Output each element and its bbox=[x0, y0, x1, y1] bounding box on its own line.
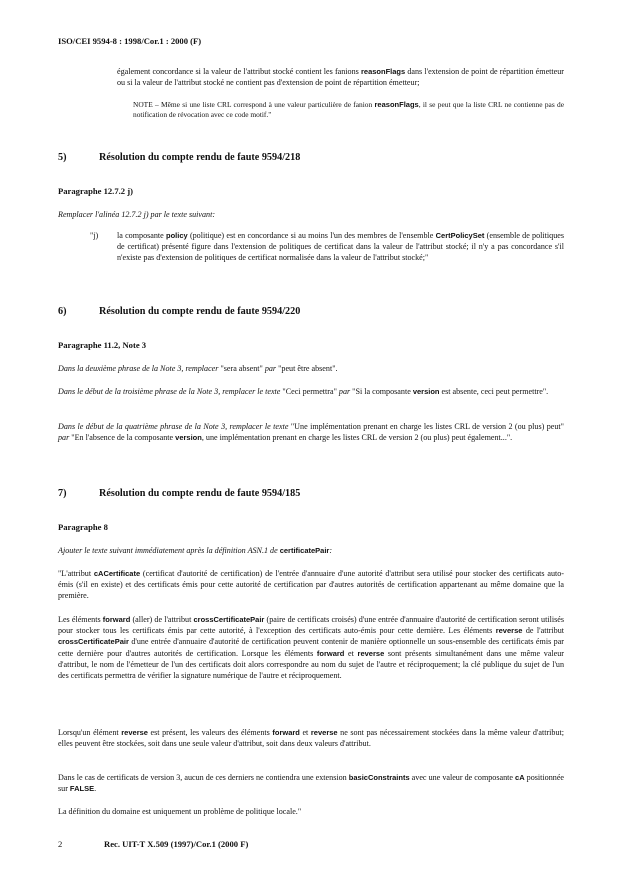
keyword: reverse bbox=[495, 626, 523, 636]
section-7-text-1: "L'attribut cACertificate (certificat d'autorité de certification) de l'entrée d'annuaire d'une autorité d'attribut sera utilisé pour stocker des certificats auto-émis (s'il en existe) et des certificats émis pour cette autorité de certification par d'autres autorités de certification appartenant au même domaine que la première. bbox=[58, 569, 564, 601]
section-6-change-2: Dans le début de la troisième phrase de la Note 3, remplacer le texte "Ceci permettra" par "Si la composante version est absente, ceci peut permettre". bbox=[58, 387, 549, 396]
page-number: 2 bbox=[58, 839, 63, 849]
keyword: cACertificate bbox=[93, 569, 141, 578]
keyword: forward bbox=[102, 615, 131, 624]
keyword: basicConstraints bbox=[348, 773, 410, 782]
keyword: FALSE bbox=[69, 784, 95, 794]
keyword: reasonFlags bbox=[374, 100, 419, 109]
section-5-heading: 5) Résolution du compte rendu de faute 9594/218 bbox=[58, 152, 301, 163]
page-footer bbox=[58, 839, 248, 849]
section-7-heading: 7) Résolution du compte rendu de faute 9594/185 bbox=[58, 488, 301, 499]
keyword: crossCertificatePair bbox=[193, 615, 265, 624]
section-7-text-5: La définition du domaine est uniquement un problème de politique locale." bbox=[58, 807, 302, 816]
keyword: reverse bbox=[310, 728, 338, 737]
intro-note: NOTE – Même si une liste CRL correspond à une valeur particulière de fanion reasonFlags, il se peut que la liste CRL ne contienne pas de notification de révocation avec ce code motif." bbox=[133, 100, 564, 119]
running-header: ISO/CEI 9594-8 : 1998/Cor.1 : 2000 (F) bbox=[58, 36, 202, 46]
keyword: reasonFlags bbox=[360, 67, 406, 76]
section-6-change-3: Dans le début de la quatrième phrase de la Note 3, remplacer le texte "Une implémentation prenant en charge les listes CRL de version 2 (ou plus) peut" par "En l'absence de la composante version, une implémentation prenant en charge les listes CRL de version 2 (ou plus) peut également...". bbox=[58, 422, 564, 443]
keyword: CertPolicySet bbox=[435, 231, 485, 240]
keyword: version bbox=[175, 433, 202, 443]
keyword: crossCertificatePair bbox=[58, 637, 129, 647]
keyword: reverse bbox=[121, 728, 148, 737]
keyword: forward bbox=[272, 728, 300, 737]
quote-item-label: "j) bbox=[90, 231, 99, 240]
keyword: version bbox=[412, 387, 440, 396]
section-7-text-2: Les éléments forward (aller) de l'attribut crossCertificatePair (paire de certificats croisés) d'une entrée d'annuaire d'autorité de certification seront utilisés pour stocker tous les certificats émis par cette autorité, à l'exception des certificats auto-émis pour cette dernière. Les éléments reverse de l'attribut crossCertificatePair d'une entrée d'annuaire d'autorité de certification peuvent contenir de manière optionnelle un sous-ensemble des certificats émis par cette dernière pour d'autres autorités de certification. Lorsque les éléments forward et reverse sont présents simultanément dans une même valeur d'attribut, le nom de l'émetteur de l'un des certificats doit alors correspondre au nom du sujet de l'autre et réciproquement; la clé publique du sujet de l'un des certificats permettra de vérifier la signature numérique de l'autre et réciproquement. bbox=[58, 615, 564, 681]
keyword: reverse bbox=[357, 648, 385, 658]
section-7-paragraph-heading: Paragraphe 8 bbox=[58, 522, 108, 532]
section-7-text-4: Dans le cas de certificats de version 3, aucun de ces derniers ne contiendra une extension basicConstraints avec une valeur de composante cA positionnée sur FALSE. bbox=[58, 773, 565, 794]
section-6-heading: 6) Résolution du compte rendu de faute 9594/220 bbox=[58, 306, 301, 317]
footer-reference: Rec. UIT-T X.509 (1997)/Cor.1 (2000 F) bbox=[104, 839, 249, 849]
keyword: forward bbox=[316, 648, 345, 658]
section-6-change-1: Dans la deuxième phrase de la Note 3, remplacer "sera absent" par "peut être absent". bbox=[58, 364, 338, 373]
section-7-text-3: Lorsqu'un élément reverse est présent, les valeurs des éléments forward et reverse ne sont pas nécessairement stockées dans la même valeur d'attribut; elles peuvent être stockées, soit dans une seule valeur d'attribut, soit dans deux valeurs d'attribut. bbox=[58, 728, 564, 749]
section-5-instruction: Remplacer l'alinéa 12.7.2 j) par le texte suivant: bbox=[58, 210, 216, 219]
intro-paragraph: également concordance si la valeur de l'attribut stocké contient les fanions reasonFlags dans l'extension de point de répartition émetteur ou si la valeur de l'attribut stocké ne contient pas d'extension de point de répartition émetteur; bbox=[117, 67, 564, 88]
quote-text: la composante policy (politique) est en concordance si au moins l'un des membres de l'ensemble CertPolicySet (ensemble de politiques de certificat) présenté figure dans l'extension de politiques de certificat dans la valeur de l'attribut stocké; il n'y a pas concordance s'il n'existe pas d'extension de politiques de certificat normalisée dans la valeur de l'attribut stocké;" bbox=[117, 231, 564, 263]
section-7-instruction: Ajouter le texte suivant immédiatement après la définition ASN.1 de certificatePair: bbox=[58, 546, 333, 555]
keyword: certificatePair bbox=[279, 546, 330, 555]
keyword: cA bbox=[515, 773, 525, 782]
section-5-paragraph-heading: Paragraphe 12.7.2 j) bbox=[58, 186, 133, 196]
section-6-paragraph-heading: Paragraphe 11.2, Note 3 bbox=[58, 340, 147, 350]
keyword: policy bbox=[166, 231, 188, 240]
